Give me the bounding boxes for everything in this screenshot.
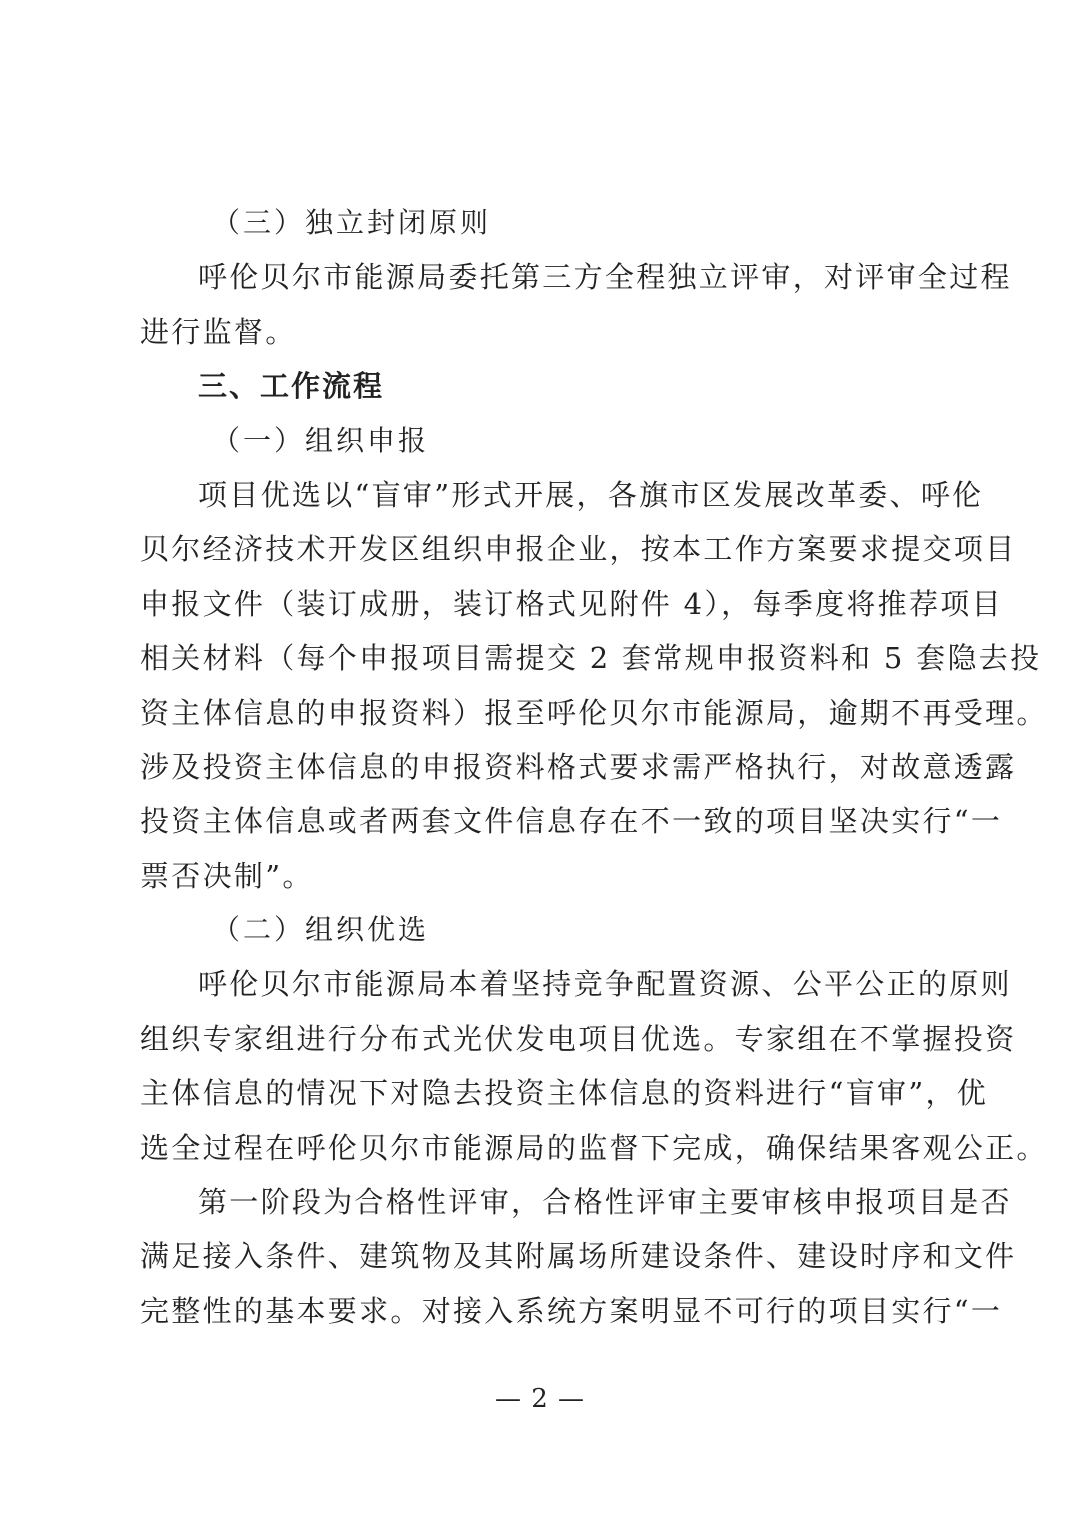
paragraph-line: 满足接入条件、建筑物及其附属场所建设条件、建设时序和文件 (140, 1239, 1017, 1274)
paragraph-line: 投资主体信息或者两套文件信息存在不一致的项目坚决实行“一 (140, 804, 1003, 839)
chapter-heading: 三、工作流程 (198, 369, 385, 404)
section-heading: （三）独立封闭原则 (212, 206, 492, 239)
paragraph-line: 第一阶段为合格性评审，合格性评审主要审核申报项目是否 (198, 1185, 1012, 1220)
paragraph-line: 资主体信息的申报资料）报至呼伦贝尔市能源局，逾期不再受理。 (140, 695, 1048, 730)
document-body (140, 196, 1048, 1338)
page-number: — 2 — (494, 1384, 586, 1414)
paragraph-line: 涉及投资主体信息的申报资料格式要求需严格执行，对故意透露 (140, 749, 1017, 784)
paragraph-line: 贝尔经济技术开发区组织申报企业，按本工作方案要求提交项目 (140, 532, 1017, 567)
paragraph-line: 票否决制”。 (140, 858, 314, 893)
paragraph-line: 主体信息的情况下对隐去投资主体信息的资料进行“盲审”，优 (140, 1076, 989, 1111)
paragraph-line: 选全过程在呼伦贝尔市能源局的监督下完成，确保结果客观公正。 (140, 1130, 1048, 1165)
paragraph-line: 完整性的基本要求。对接入系统方案明显不可行的项目实行“一 (140, 1293, 1003, 1328)
paragraph-line: 组织专家组进行分布式光伏发电项目优选。专家组在不掌握投资 (140, 1021, 1017, 1056)
paragraph-line: 呼伦贝尔市能源局委托第三方全程独立评审，对评审全过程 (198, 260, 1012, 295)
paragraph-line: 申报文件（装订成册，装订格式见附件 4），每季度将推荐项目 (140, 586, 1003, 621)
paragraph-line: 进行监督。 (140, 314, 297, 349)
paragraph-line: 项目优选以“盲审”形式开展，各旗市区发展改革委、呼伦 (198, 477, 984, 512)
paragraph-line: 呼伦贝尔市能源局本着坚持竞争配置资源、公平公正的原则 (198, 967, 1012, 1002)
paragraph-line: 相关材料（每个申报项目需提交 2 套常规申报资料和 5 套隐去投 (140, 641, 1042, 676)
section-heading: （二）组织优选 (212, 913, 430, 947)
section-heading: （一）组织申报 (212, 423, 430, 457)
